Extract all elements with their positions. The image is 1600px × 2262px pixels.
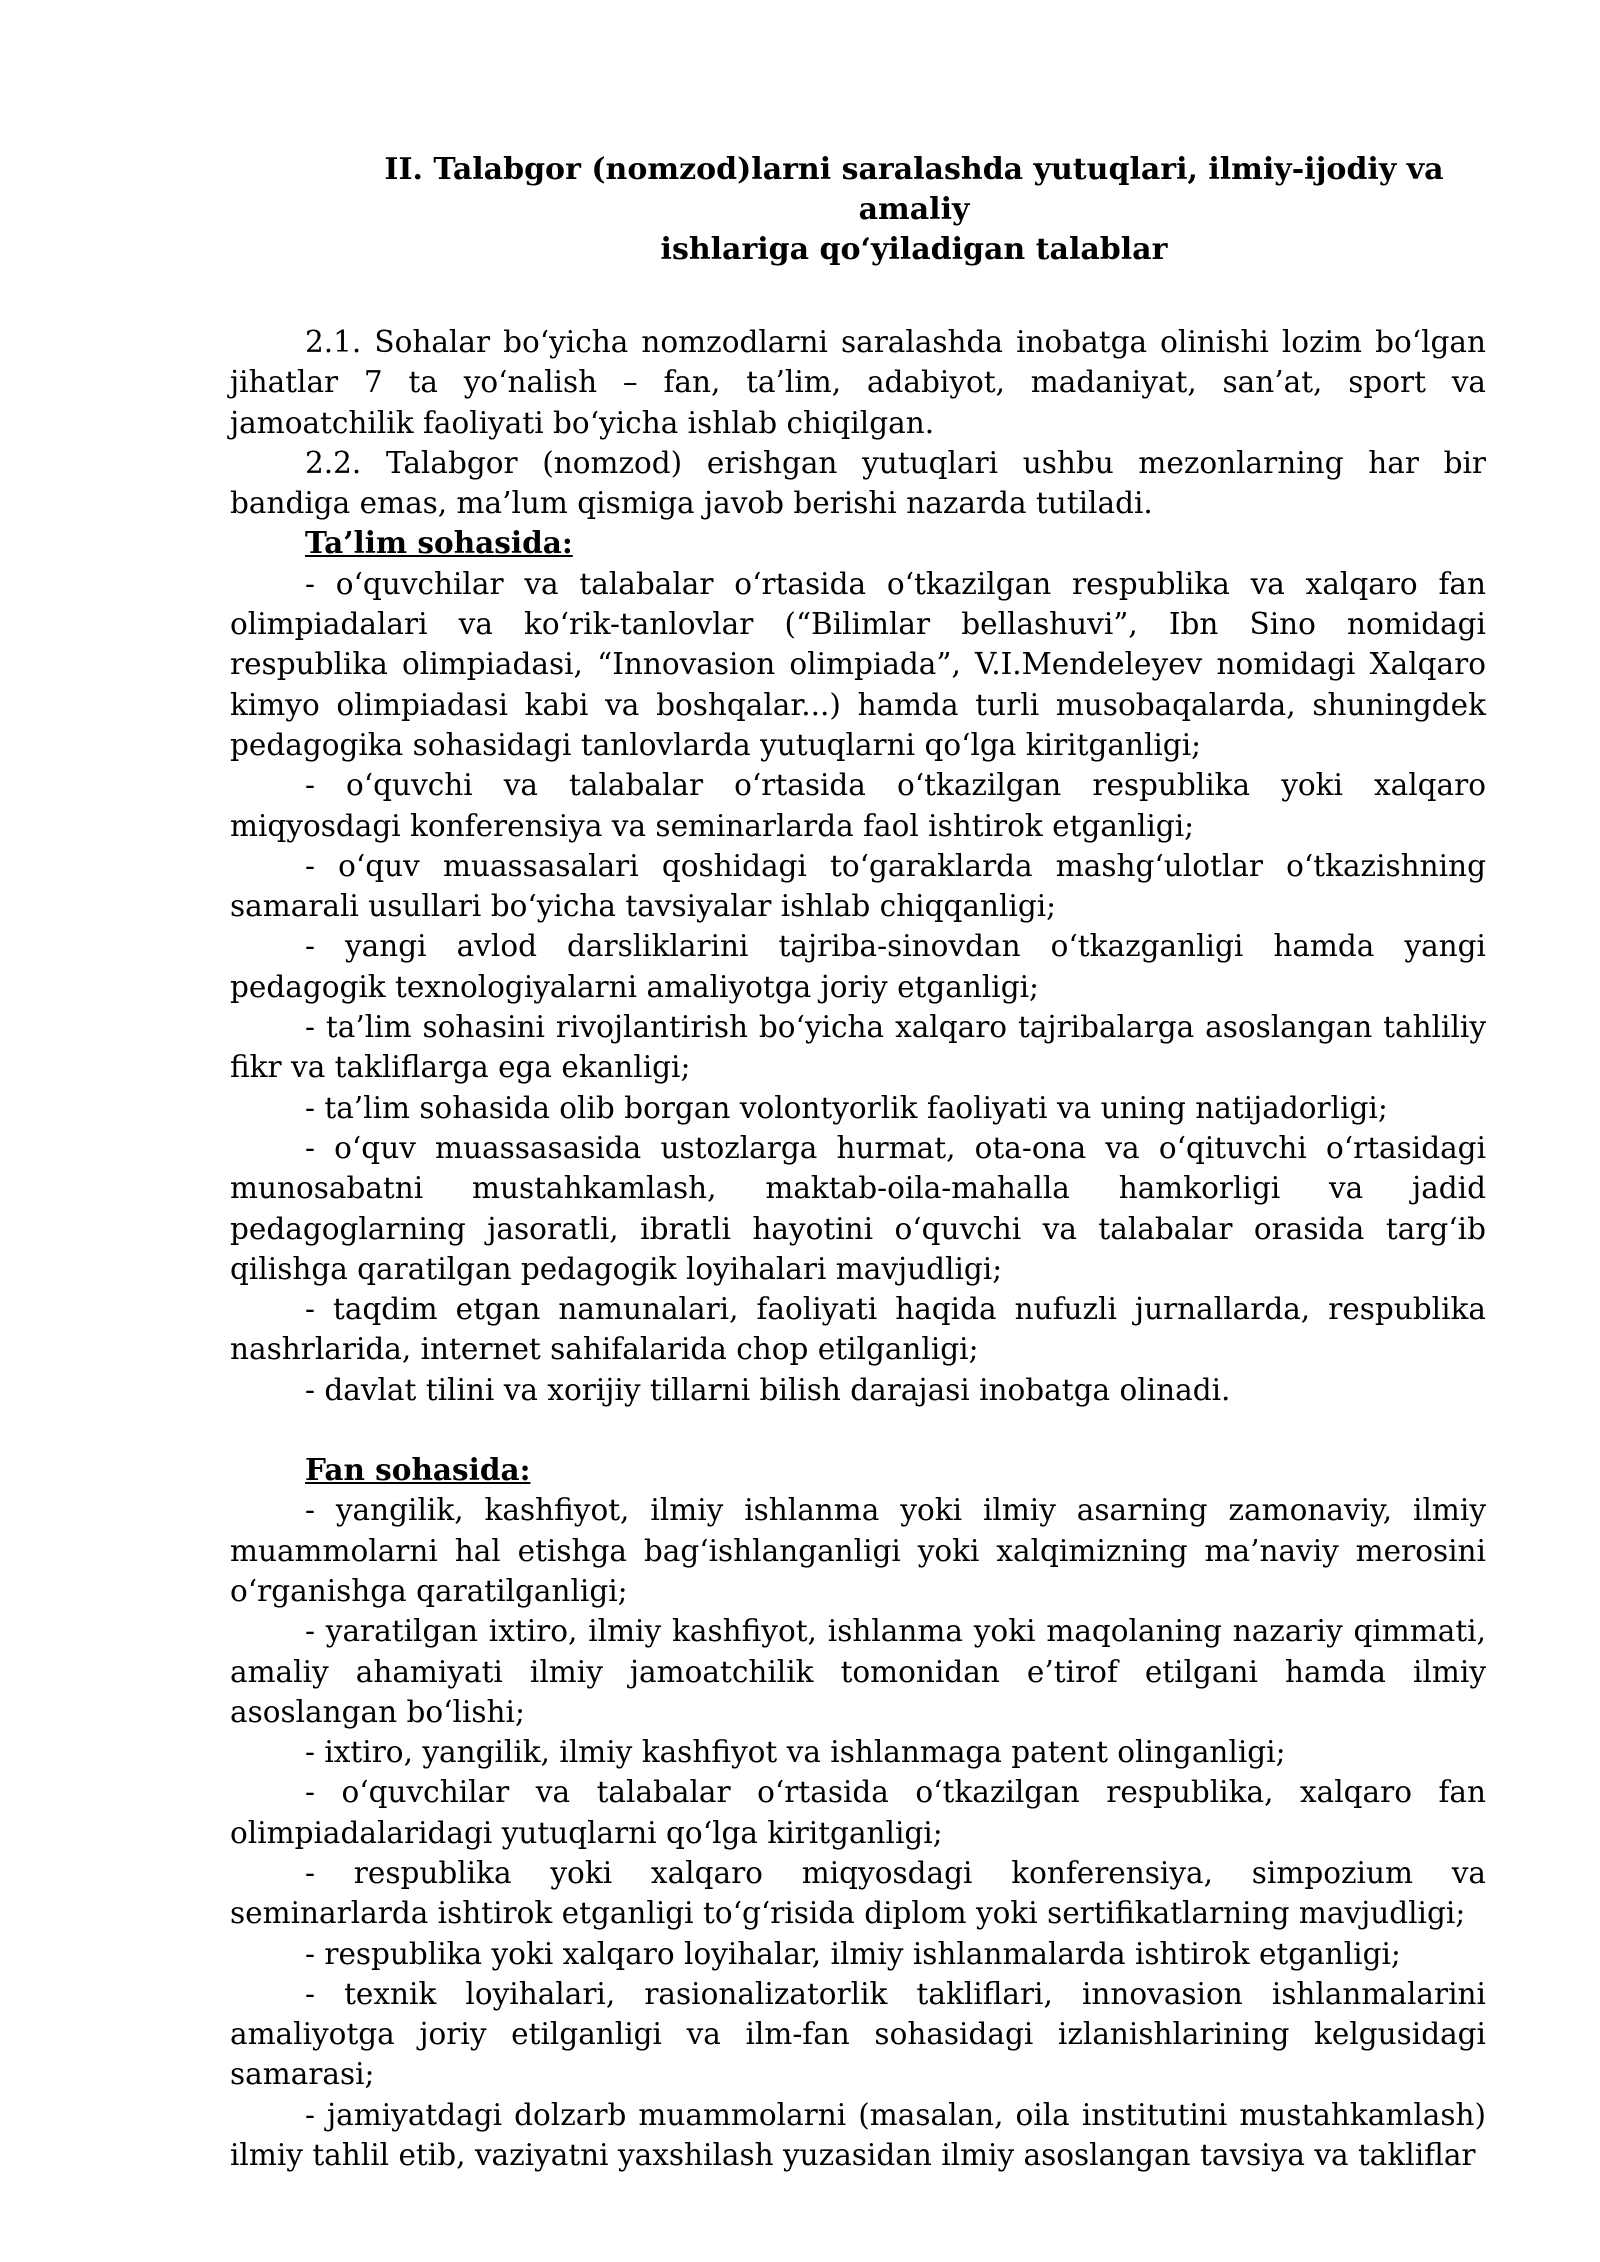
talim-item-3: - o‘quv muassasalari qoshidagi to‘garaklarda mashg‘ulotlar o‘tkazishning samarali usullari bo‘yicha tavsiyalar ishlab chiqqanligi; xyxy=(230,848,1486,924)
talim-item-7: - o‘quv muassasasida ustozlarga hurmat, ota-ona va o‘qituvchi o‘rtasidagi munosabatni mustahkamlash, maktab-oila-mahalla hamkorligi va jadid pedagoglarning jasoratli, ibratli hayotini o‘quvchi va talabalar orasida targ‘ib qilishga qaratilgan pedagogik loyihalari mavjudligi; xyxy=(230,1130,1486,1286)
document-title xyxy=(342,150,1486,270)
fan-item-5: - respublika yoki xalqaro miqyosdagi konferensiya, simpozium va seminarlarda ishtirok etganligi to‘g‘risida diplom yoki sertifikatlarning mavjudligi; xyxy=(230,1855,1486,1931)
section-heading-talim: Ta’lim sohasida: xyxy=(305,525,573,561)
title-line-1: II. Talabgor (nomzod)larni saralashda yutuqlari, ilmiy-ijodiy va amaliy xyxy=(384,152,1444,227)
document-page xyxy=(230,150,1486,2175)
fan-item-2: - yaratilgan ixtiro, ilmiy kashfiyot, ishlanma yoki maqolaning nazariy qimmati, amaliy ahamiyati ilmiy jamoatchilik tomonidan e’tirof etilgani hamda ilmiy asoslangan bo‘lishi; xyxy=(230,1614,1486,1729)
talim-item-8: - taqdim etgan namunalari, faoliyati haqida nufuzli jurnallarda, respublika nashrlarida, internet sahifalarida chop etilganligi; xyxy=(230,1292,1486,1367)
talim-item-5: - ta’lim sohasini rivojlantirish bo‘yicha xalqaro tajribalarga asoslangan tahliliy fikr va takliflarga ega ekanligi; xyxy=(230,1010,1486,1085)
title-line-2: ishlariga qo‘yiladigan talablar xyxy=(660,232,1168,267)
intro-paragraph-1: 2.1. Sohalar bo‘yicha nomzodlarni saralashda inobatga olinishi lozim bo‘lgan jihatlar 7 ta yo‘nalish – fan, ta’lim, adabiyot, madaniyat, san’at, sport va jamoatchilik faoliyati bo‘yicha ishlab chiqilgan. xyxy=(230,325,1486,440)
talim-item-6: - ta’lim sohasida olib borgan volontyorlik faoliyati va uning natijadorligi; xyxy=(305,1090,1388,1125)
fan-item-4: - o‘quvchilar va talabalar o‘rtasida o‘tkazilgan respublika, xalqaro fan olimpiadalaridagi yutuqlarni qo‘lga kiritganligi; xyxy=(230,1775,1486,1850)
fan-item-7: - texnik loyihalari, rasionalizatorlik takliflari, innovasion ishlanmalarini amaliyotga joriy etilganligi va ilm-fan sohasidagi izlanishlarining kelgusidagi samarasi; xyxy=(230,1976,1486,2092)
section-gap xyxy=(230,1410,1486,1450)
fan-item-1: - yangilik, kashfiyot, ilmiy ishlanma yoki ilmiy asarning zamonaviy, ilmiy muammolarni hal etishga bag‘ishlanganligi yoki xalqimizning ma’naviy merosini o‘rganishga qaratilganligi; xyxy=(230,1493,1486,1608)
section-heading-fan: Fan sohasida: xyxy=(305,1452,531,1488)
talim-item-1: - o‘quvchilar va talabalar o‘rtasida o‘tkazilgan respublika va xalqaro fan olimpiadalari va ko‘rik-tanlovlar (“Bilimlar bellashuvi”, Ibn Sino nomidagi respublika olimpiadasi, “Innovasion olimpiada”, V.I.Mendeleyev nomidagi Xalqaro kimyo olimpiadasi kabi va boshqalar...) hamda turli musobaqalarda, shuningdek pedagogika sohasidagi tanlovlarda yutuqlarni qo‘lga kiritganligi; xyxy=(230,566,1486,762)
intro-paragraph-2: 2.2. Talabgor (nomzod) erishgan yutuqlari ushbu mezonlarning har bir bandiga emas, ma’lum qismiga javob berishi nazarda tutiladi. xyxy=(230,445,1486,521)
talim-item-9: - davlat tilini va xorijiy tillarni bilish darajasi inobatga olinadi. xyxy=(305,1372,1231,1407)
talim-item-2: - o‘quvchi va talabalar o‘rtasida o‘tkazilgan respublika yoki xalqaro miqyosdagi konferensiya va seminarlarda faol ishtirok etganligi; xyxy=(230,768,1486,843)
talim-item-4: - yangi avlod darsliklarini tajriba-sinovdan o‘tkazganligi hamda yangi pedagogik texnologiyalarni amaliyotga joriy etganligi; xyxy=(230,929,1486,1004)
fan-item-3: - ixtiro, yangilik, ilmiy kashfiyot va ishlanmaga patent olinganligi; xyxy=(305,1735,1286,1770)
fan-item-8: - jamiyatdagi dolzarb muammolarni (masalan, oila institutini mustahkamlash) ilmiy tahlil etib, vaziyatni yaxshilash yuzasidan ilmiy asoslangan tavsiya va takliflar xyxy=(230,2097,1486,2173)
fan-item-6: - respublika yoki xalqaro loyihalar, ilmiy ishlanmalarda ishtirok etganligi; xyxy=(305,1936,1401,1971)
